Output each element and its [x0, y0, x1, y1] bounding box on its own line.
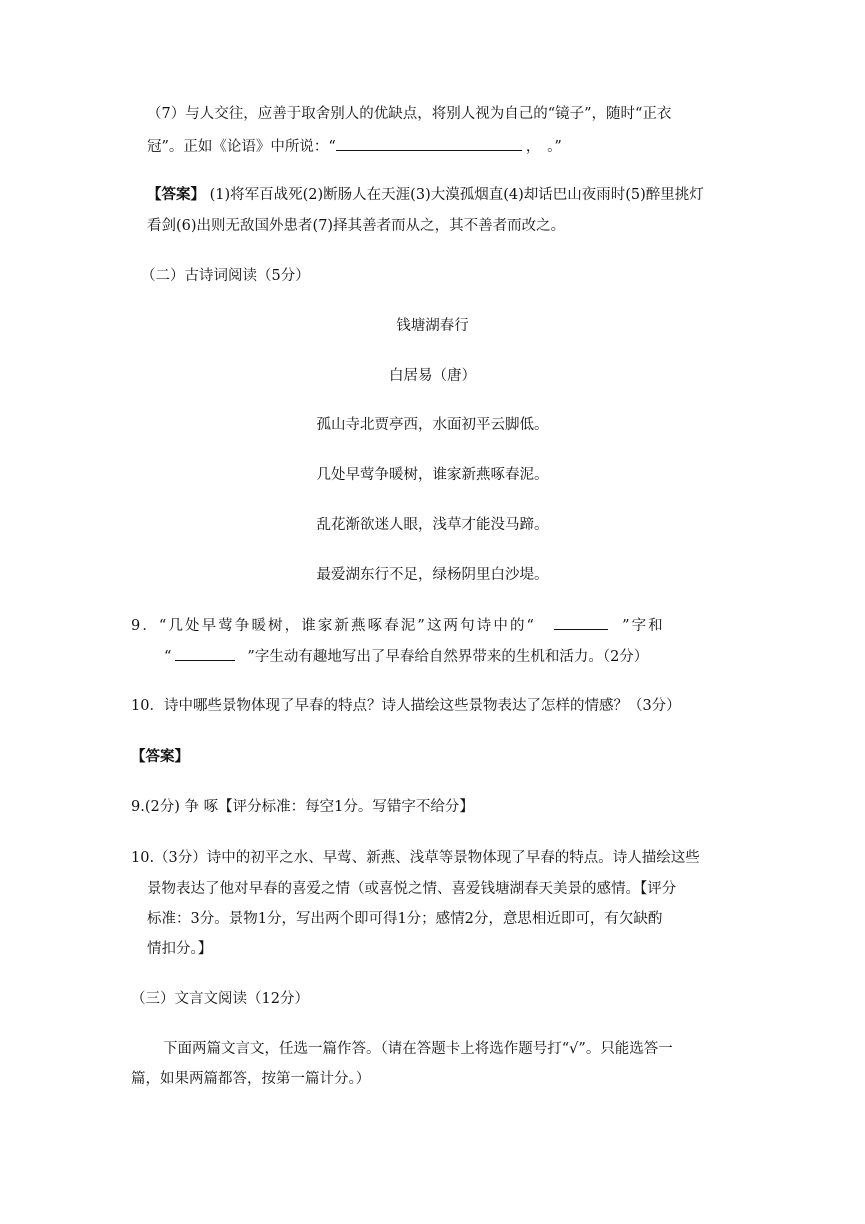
section-3-instructions-line: 篇，如果两篇都答，按第一篇计分。）	[131, 1071, 371, 1087]
question-7-comma: ，	[525, 139, 534, 155]
question-9-text-end: ”字和	[622, 618, 665, 634]
answer-label: 【答案】	[147, 186, 205, 203]
question-7-line-2	[147, 136, 562, 157]
answer-10-line: 10.（3分）诗中的初平之水、早莺、新燕、浅草等景物体现了早春的特点。诗人描绘这些	[131, 850, 700, 866]
fill-blank-3[interactable]	[175, 646, 235, 661]
answer-1-text-1: (1)将军百战死(2)断肠人在天涯(3)大漠孤烟直(4)却话巴山夜雨时(5)醉里挑灯	[209, 187, 704, 203]
fill-blank-2[interactable]	[554, 615, 608, 630]
question-9-text-2: ”字生动有趣地写出了早春给自然界带来的生机和活力。（2分）	[247, 649, 649, 665]
answer-1-line-2: 看剑(6)出则无敌国外患者(7)择其善者而从之，其不善者而改之。	[147, 218, 566, 234]
poem-line: 几处早莺争暖树，谁家新燕啄春泥。	[316, 467, 549, 483]
question-7-end: 。”	[547, 139, 562, 155]
answer-label: 【答案】	[131, 748, 189, 765]
fill-blank-1[interactable]	[336, 136, 522, 151]
question-7-line-2-text: 冠”。正如《论语》中所说：“	[147, 139, 336, 155]
question-10: 10．诗中哪些景物体现了早春的特点？诗人描绘这些景物表达了怎样的情感？（3分）	[131, 698, 681, 714]
answer-10-line: 景物表达了他对早春的喜爱之情（或喜悦之情、喜爱钱塘湖春天美景的感情。【评分	[147, 881, 677, 897]
answer-10-line: 标准：3分。景物1分，写出两个即可得1分；感情2分，意思相近即可，有欠缺酌	[147, 911, 663, 927]
answer-10-line: 情扣分。】	[147, 941, 213, 957]
answer-1-line-1	[147, 185, 704, 205]
poem-line: 孤山寺北贾亭西，水面初平云脚低。	[316, 417, 549, 433]
section-3-instructions-line: 下面两篇文言文，任选一篇作答。（请在答题卡上将选作题号打“√”。只能选答一	[163, 1041, 673, 1057]
section-3-heading: （三）文言文阅读（12分）	[131, 991, 309, 1007]
poem-title: 钱塘湖春行	[396, 318, 469, 334]
question-9-open-quote: “	[164, 649, 172, 665]
poem-line: 乱花渐欲迷人眼，浅草才能没马蹄。	[316, 517, 549, 533]
question-9-line-1	[131, 615, 665, 636]
question-7-line-1: （7）与人交往，应善于取舍别人的优缺点，将别人视为自己的“镜子”，随时“正衣	[147, 106, 672, 122]
section-2-heading: （二）古诗词阅读（5分）	[141, 268, 310, 284]
answer-9: 9.(2分) 争 啄【评分标准：每空1分。写错字不给分】	[131, 799, 474, 815]
question-9-line-2	[164, 646, 648, 667]
question-9-text: 9．“几处早莺争暖树，谁家新燕啄春泥”这两句诗中的“	[131, 618, 537, 634]
poem-author: 白居易（唐）	[389, 368, 476, 384]
poem-line: 最爱湖东行不足，绿杨阴里白沙堤。	[316, 567, 549, 583]
